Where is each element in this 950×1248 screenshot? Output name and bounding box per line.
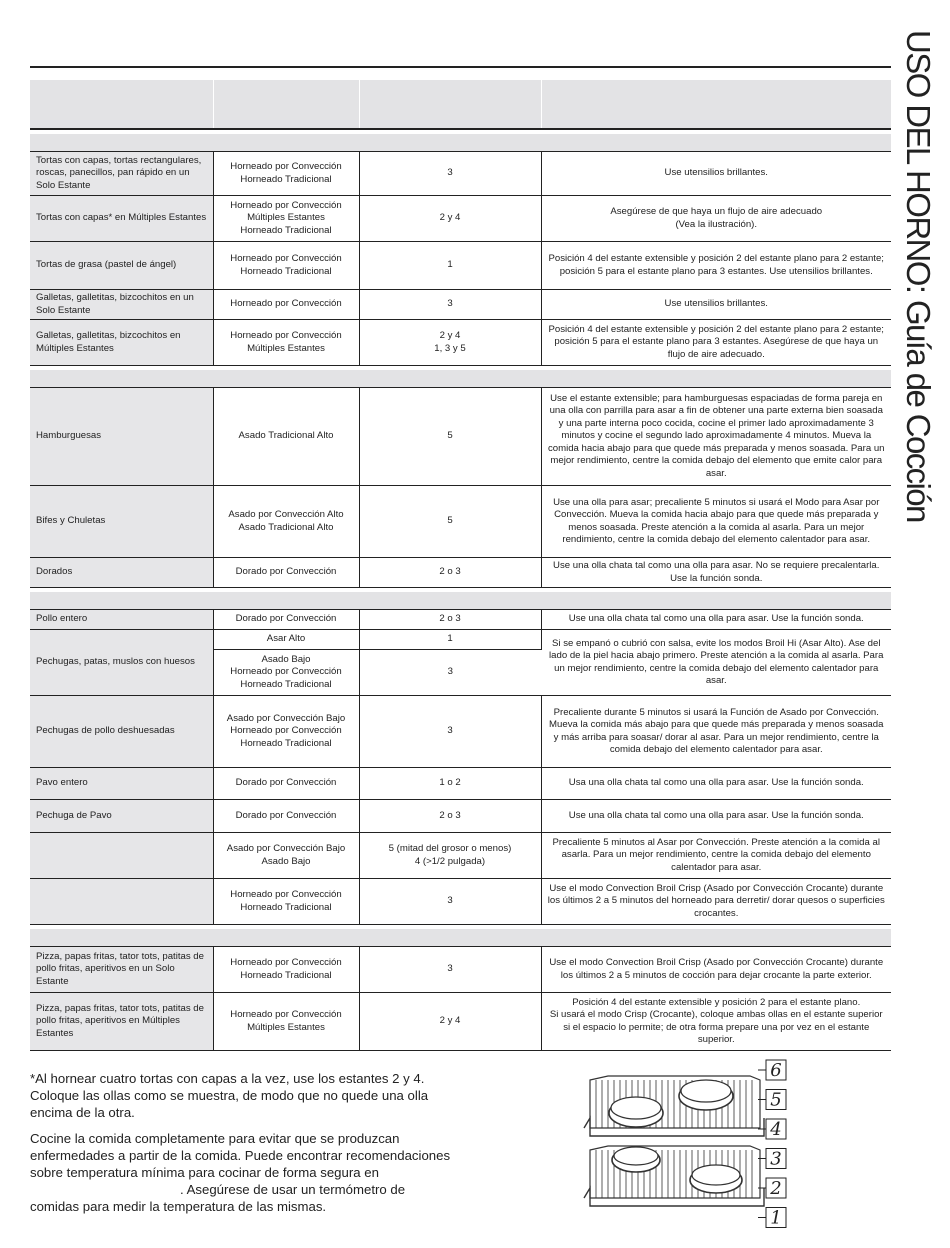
food-cell: Bifes y Chuletas [30, 486, 213, 558]
notes-cell: Si se empanó o cubrió con salsa, evite los modos Broil Hi (Asar Alto). Ase del lado de la piel hacia abajo primero. Preste atención a la comida al asarla. Para un mejor rendimiento, centre la comida debajo del elemento calentador para asar. [541, 630, 891, 696]
footnotes [30, 1070, 455, 1224]
notes-cell: Use utensilios brillantes. [541, 290, 891, 320]
mode-cell: Asado por Convección Bajo Asado Bajo [213, 833, 359, 879]
notes-cell: Use utensilios brillantes. [541, 152, 891, 196]
food-cell: Tortas con capas, tortas rectangulares, roscas, panecillos, pan rápido en un Solo Estante [30, 152, 213, 196]
oven-rack-illustration-icon [578, 1058, 790, 1228]
rack-cell: 3 [359, 650, 541, 696]
mode-cell: Horneado por Convección Múltiples Estantes Horneado Tradicional [213, 196, 359, 242]
table-row [30, 152, 891, 196]
safety-note-text-end: . Asegúrese de usar un termómetro de comidas para medir la temperatura de las mismas. [30, 1182, 406, 1214]
food-cell: Galletas, galletitas, bizcochitos en Múltiples Estantes [30, 320, 213, 366]
mode-cell: Dorado por Convección [213, 558, 359, 588]
food-cell: Tortas con capas* en Múltiples Estantes [30, 196, 213, 242]
food-cell: Pavo entero [30, 768, 213, 800]
table-row [30, 320, 891, 366]
section-band-baked-goods [30, 134, 891, 152]
notes-cell: Use una olla chata tal como una olla para asar. Use la función sonda. [541, 610, 891, 630]
footnote-four-cakes: *Al hornear cuatro tortas con capas a la vez, use los estantes 2 y 4. Coloque las ollas como se muestra, de modo que no quede una olla encima de la otra. [30, 1071, 429, 1120]
table-header-row [30, 80, 891, 129]
mode-cell: Horneado por Convección Múltiples Estantes [213, 993, 359, 1051]
table-row [30, 696, 891, 768]
notes-cell: Use el modo Convection Broil Crisp (Asado por Convección Crocante) durante los últimos 2 a 5 minutos del horneado para derretir/ dorar quesos o superficies crocantes. [541, 879, 891, 925]
food-cell [30, 833, 213, 879]
food-cell: Pechugas, patas, muslos con huesos [30, 630, 213, 696]
food-cell: Galletas, galletitas, bizcochitos en un Solo Estante [30, 290, 213, 320]
notes-cell: Asegúrese de que haya un flujo de aire adecuado (Vea la ilustración). [541, 196, 891, 242]
table-row [30, 242, 891, 290]
rack-cell: 3 [359, 290, 541, 320]
section-band-broiling [30, 370, 891, 388]
safety-note-text-start: Cocine la comida completamente para evitar que se produzcan enfermedades a partir de la comida. Puede encontrar recomendaciones sobre temperatura mínima para cocinar de forma segura en [30, 1131, 451, 1180]
notes-cell: Precaliente 5 minutos al Asar por Convección. Preste atención a la comida al asarla. Para un mejor rendimiento, centre la comida debajo del elemento calentador para asar. [541, 833, 891, 879]
rack-cell: 2 o 3 [359, 610, 541, 630]
table-row [30, 993, 891, 1051]
notes-cell: Use una olla chata tal como una olla para asar. Use la función sonda. [541, 800, 891, 833]
rack-position-label: 1 [770, 1207, 782, 1228]
table-row [30, 833, 891, 879]
mode-cell: Dorado por Convección [213, 800, 359, 833]
notes-cell: Posición 4 del estante extensible y posición 2 para el estante plano. Si usará el modo Crisp (Crocante), coloque ambas ollas en el estante superior si el espacio lo permite; de otra forma prepare una por vez en el estante superior. [541, 993, 891, 1051]
rack-cell: 2 o 3 [359, 800, 541, 833]
rack-cell: 3 [359, 696, 541, 768]
mode-cell: Horneado por Convección Múltiples Estantes [213, 320, 359, 366]
food-cell [30, 879, 213, 925]
rack-cell: 2 o 3 [359, 558, 541, 588]
rack-cell: 2 y 4 1, 3 y 5 [359, 320, 541, 366]
notes-cell: Use una olla chata tal como una olla para asar. No se requiere precalentarla. Use la función sonda. [541, 558, 891, 588]
rack-position-label: 3 [770, 1148, 782, 1170]
notes-cell: Use el estante extensible; para hamburguesas espaciadas de forma pareja en una olla con parrilla para asar a fin de obtener una parte externa bien soasada y una parte interna poco cocida, cocine el primer lado aproximadamente 3 minutos y cocine el segundo lado aproximadamente 4 minutos. Mueva la comida hacia abajo para que quede más preparada y menos soasada. Para un mejor rendimiento, centre la comida debajo del elemento que emite calor para asar. [541, 388, 891, 486]
table-row [30, 558, 891, 588]
rack-cell: 3 [359, 947, 541, 993]
rack-position-label: 2 [770, 1178, 782, 1199]
mode-cell: Asado Tradicional Alto [213, 388, 359, 486]
mode-cell: Horneado por Convección Horneado Tradicional [213, 152, 359, 196]
food-safety-note [30, 1130, 455, 1215]
table-row [30, 388, 891, 486]
food-cell: Tortas de grasa (pastel de ángel) [30, 242, 213, 290]
section-band-frozen-foods [30, 929, 891, 947]
rack-position-label: 6 [770, 1060, 782, 1081]
notes-cell: Posición 4 del estante extensible y posición 2 del estante plano para 2 estante; posición 5 para el estante plano para 3 estantes. Asegúrese de que haya un flujo de aire adecuado. [541, 320, 891, 366]
mode-cell: Asado Bajo Horneado por Convección Horneado Tradicional [213, 650, 359, 696]
table-row [30, 768, 891, 800]
table-row [30, 630, 891, 650]
notes-cell: Use una olla para asar; precaliente 5 minutos si usará el Modo para Asar por Convección. Mueva la comida hacia abajo para que quede más preparada y menos soasada. Preste atención a la comida al asarla. Para un mejor rendimiento, centre la comida debajo del elemento calentador para asar. [541, 486, 891, 558]
notes-cell: Precaliente durante 5 minutos si usará la Función de Asado por Convección. Mueva la comida más abajo para que quede más preparada y menos soasada y más arriba para soasar/ dorar al asar. Para un mejor rendimiento, centre la comida debajo del elemento calentador para asar. [541, 696, 891, 768]
header-cell-food [30, 80, 213, 129]
notes-cell: Usa una olla chata tal como una olla para asar. Use la función sonda. [541, 768, 891, 800]
rack-cell: 5 [359, 486, 541, 558]
food-cell: Pollo entero [30, 610, 213, 630]
rack-cell: 1 [359, 630, 541, 650]
food-cell: Pechuga de Pavo [30, 800, 213, 833]
mode-cell: Dorado por Convección [213, 610, 359, 630]
header-cell-notes [541, 80, 891, 129]
rack-cell: 2 y 4 [359, 196, 541, 242]
mode-cell: Asar Alto [213, 630, 359, 650]
top-rule [30, 66, 891, 68]
food-cell: Dorados [30, 558, 213, 588]
rack-cell: 1 [359, 242, 541, 290]
mode-cell: Asado por Convección Bajo Horneado por Convección Horneado Tradicional [213, 696, 359, 768]
rack-cell: 5 [359, 388, 541, 486]
table-row [30, 486, 891, 558]
rack-cell: 3 [359, 152, 541, 196]
mode-cell: Asado por Convección Alto Asado Tradicional Alto [213, 486, 359, 558]
notes-cell: Posición 4 del estante extensible y posición 2 del estante plano para 2 estante; posición 5 para el estante plano para 3 estantes. Use utensilios brillantes. [541, 242, 891, 290]
table-row [30, 610, 891, 630]
table-row [30, 947, 891, 993]
food-cell: Pizza, papas fritas, tator tots, patitas de pollo fritas, aperitivos en Múltiples Estantes [30, 993, 213, 1051]
rack-cell: 3 [359, 879, 541, 925]
table-row [30, 196, 891, 242]
rack-cell: 5 (mitad del grosor o menos) 4 (>1/2 pulgada) [359, 833, 541, 879]
mode-cell: Horneado por Convección Horneado Tradicional [213, 947, 359, 993]
section-band-poultry [30, 592, 891, 610]
food-cell: Pizza, papas fritas, tator tots, patitas de pollo fritas, aperitivos en un Solo Estante [30, 947, 213, 993]
mode-cell: Dorado por Convección [213, 768, 359, 800]
rack-cell: 2 y 4 [359, 993, 541, 1051]
table-row [30, 290, 891, 320]
side-title [895, 30, 945, 570]
header-cell-rack [359, 80, 541, 129]
rack-cell: 1 o 2 [359, 768, 541, 800]
rack-position-label: 5 [770, 1089, 782, 1111]
mode-cell: Horneado por Convección Horneado Tradicional [213, 879, 359, 925]
side-title-text: USO DEL HORNO: Guía de Cocción [900, 30, 937, 522]
mode-cell: Horneado por Convección Horneado Tradicional [213, 242, 359, 290]
cooking-guide-table [30, 80, 891, 1051]
food-cell: Hamburguesas [30, 388, 213, 486]
table-row [30, 800, 891, 833]
food-cell: Pechugas de pollo deshuesadas [30, 696, 213, 768]
header-cell-mode [213, 80, 359, 129]
table-row [30, 879, 891, 925]
notes-cell: Use el modo Convection Broil Crisp (Asado por Convección Crocante) durante los últimos 2 a 5 minutos de cocción para dejar crocante la parte exterior. [541, 947, 891, 993]
mode-cell: Horneado por Convección [213, 290, 359, 320]
rack-position-label: 4 [770, 1119, 782, 1140]
